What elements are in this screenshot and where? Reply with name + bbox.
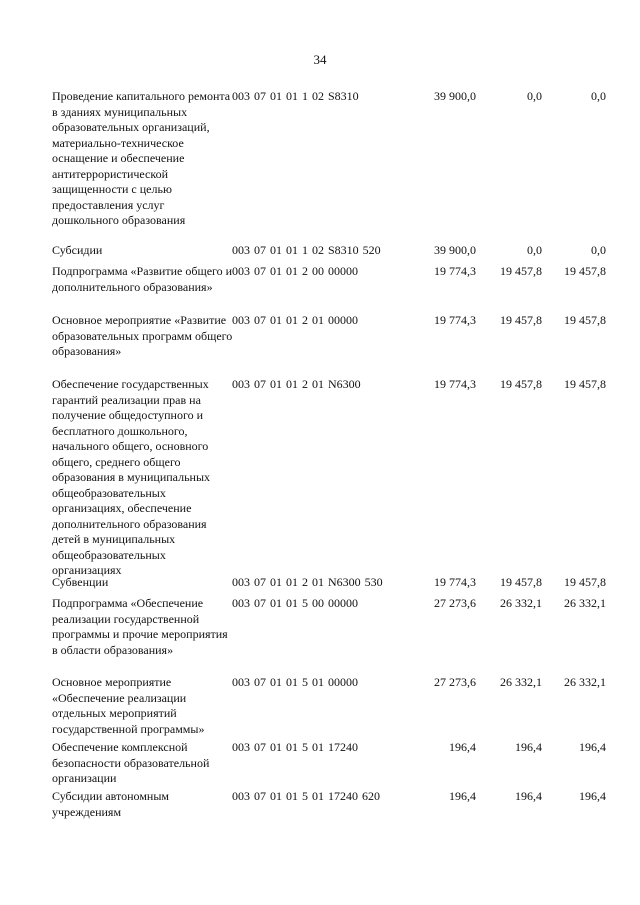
row-value-1: 39 900,0 bbox=[434, 243, 476, 257]
row-name: Основное мероприятие «Развитие образовательных программ общего образования» bbox=[52, 313, 233, 358]
row-value-2: 26 332,1 bbox=[500, 675, 542, 689]
row-value-3: 196,4 bbox=[579, 789, 606, 803]
row-value-1: 196,4 bbox=[449, 740, 476, 754]
row-value-3: 19 457,8 bbox=[564, 377, 606, 391]
row-value-1: 27 273,6 bbox=[434, 596, 476, 610]
row-code: 003 07 01 01 5 00 00000 bbox=[232, 596, 358, 610]
row-name: Субвенции bbox=[52, 575, 109, 589]
row-name: Подпрограмма «Обеспечение реализации государственной программы и прочие мероприятия в области образования» bbox=[52, 596, 228, 657]
row-code: 003 07 01 01 2 00 00000 bbox=[232, 264, 358, 278]
row-value-3: 0,0 bbox=[591, 89, 606, 103]
row-code: 003 07 01 01 2 01 N6300 530 bbox=[232, 575, 383, 589]
row-name: Проведение капитального ремонта в зданиях муниципальных образовательных организаций, материально-техническое оснащение и обеспечение антитеррористической защищенности с целью предоставления услуг дошкольного образования bbox=[52, 89, 231, 227]
row-value-3: 26 332,1 bbox=[564, 596, 606, 610]
row-value-1: 196,4 bbox=[449, 789, 476, 803]
row-value-2: 19 457,8 bbox=[500, 575, 542, 589]
row-name: Обеспечение государственных гарантий реализации прав на получение общедоступного и бесплатного дошкольного, начального общего, основного общего, среднего общего образования в муниципальных общеобразовательных организациях, обеспечение дополнительного образования детей в муниципальных общеобразовательных организациях bbox=[52, 377, 211, 577]
row-name: Субсидии bbox=[52, 243, 103, 257]
row-code: 003 07 01 01 5 01 17240 620 bbox=[232, 789, 380, 803]
row-value-2: 19 457,8 bbox=[500, 377, 542, 391]
row-value-3: 19 457,8 bbox=[564, 313, 606, 327]
row-value-2: 0,0 bbox=[527, 243, 542, 257]
row-value-3: 26 332,1 bbox=[564, 675, 606, 689]
row-code: 003 07 01 01 2 01 00000 bbox=[232, 313, 358, 327]
row-value-1: 19 774,3 bbox=[434, 264, 476, 278]
row-value-3: 196,4 bbox=[579, 740, 606, 754]
row-value-2: 19 457,8 bbox=[500, 264, 542, 278]
row-value-1: 39 900,0 bbox=[434, 89, 476, 103]
row-value-2: 0,0 bbox=[527, 89, 542, 103]
row-value-2: 196,4 bbox=[515, 789, 542, 803]
row-value-2: 19 457,8 bbox=[500, 313, 542, 327]
row-name: Подпрограмма «Развитие общего и дополнительного образования» bbox=[52, 264, 233, 294]
row-value-3: 19 457,8 bbox=[564, 264, 606, 278]
row-name: Субсидии автономным учреждениям bbox=[52, 789, 169, 819]
row-value-1: 19 774,3 bbox=[434, 313, 476, 327]
row-value-1: 19 774,3 bbox=[434, 377, 476, 391]
row-value-1: 27 273,6 bbox=[434, 675, 476, 689]
row-code: 003 07 01 01 2 01 N6300 bbox=[232, 377, 361, 391]
row-name: Обеспечение комплексной безопасности образовательной организации bbox=[52, 740, 210, 785]
row-code: 003 07 01 01 5 01 00000 bbox=[232, 675, 358, 689]
row-code: 003 07 01 01 1 02 S8310 520 bbox=[232, 243, 381, 257]
row-name: Основное мероприятие «Обеспечение реализации отдельных мероприятий государственной программы» bbox=[52, 675, 205, 736]
row-code: 003 07 01 01 1 02 S8310 bbox=[232, 89, 359, 103]
row-code: 003 07 01 01 5 01 17240 bbox=[232, 740, 358, 754]
row-value-1: 19 774,3 bbox=[434, 575, 476, 589]
row-value-3: 0,0 bbox=[591, 243, 606, 257]
row-value-2: 26 332,1 bbox=[500, 596, 542, 610]
row-value-3: 19 457,8 bbox=[564, 575, 606, 589]
page-number: 34 bbox=[313, 52, 327, 67]
row-value-2: 196,4 bbox=[515, 740, 542, 754]
